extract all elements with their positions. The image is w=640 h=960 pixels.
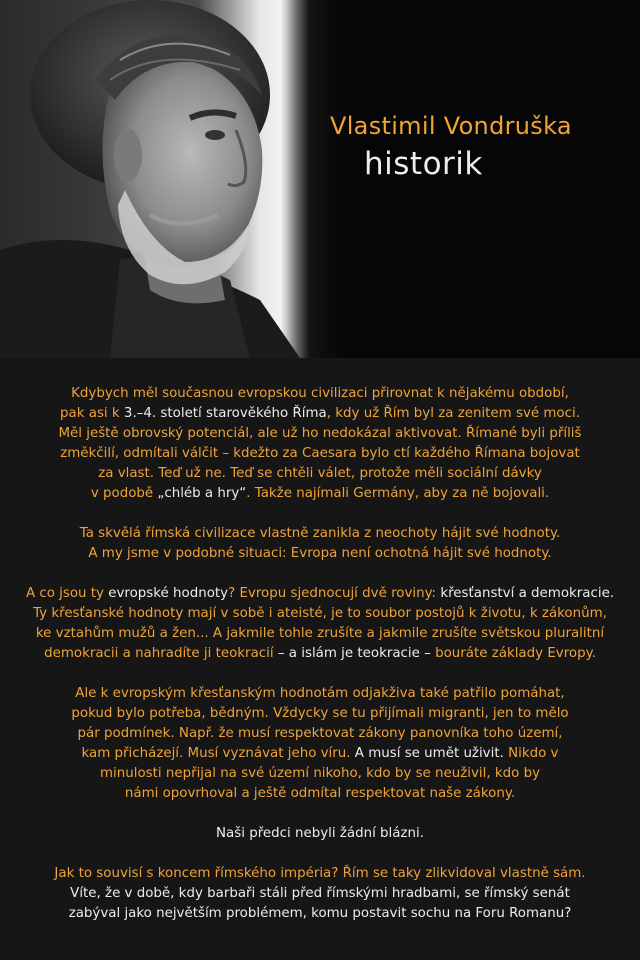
text-line (0, 744, 640, 764)
text-line (0, 484, 640, 504)
body-text: pár podmínek. Např. že musí respektovat zákony panovníka toho území, (77, 726, 563, 741)
body-text: změkčilí, odmítali válčit – kdežto za Caesara bylo ctí každého Římana bojovat (60, 446, 580, 461)
text-line (0, 604, 640, 624)
body-text: námi opovrhoval a ještě odmítal respektovat naše zákony. (124, 786, 516, 801)
paragraph (0, 684, 640, 804)
body-text: pokud bylo potřeba, bědným. Vždycky se tu přijímali migranti, jen to mělo (71, 706, 569, 721)
body-text: minulosti nepřijal na své území nikoho, kdo by se neuživil, kdo by (99, 766, 541, 781)
body-text: Ale k evropským křesťanským hodnotám odjakživa také patřilo pomáhat, (75, 686, 565, 701)
body-text: A my jsme v podobné situaci: Evropa není ochotná hájit své hodnoty. (88, 546, 552, 561)
body-text: Nikdo v (503, 746, 559, 761)
body-text: Ty křesťanské hodnoty mají v sobě i ateisté, je to soubor postojů k životu, k zákonům, (33, 606, 607, 621)
person-name: Vlastimil Vondruška (330, 112, 572, 140)
text-line (0, 704, 640, 724)
text-line (0, 584, 640, 604)
body-text: ke vztahům mužů a žen... A jakmile tohle zrušíte a jakmile zrušíte světskou pluralitní (35, 626, 605, 641)
body-text: za vlast. Teď už ne. Teď se chtěli válet, protože měli sociální dávky (98, 466, 542, 481)
text-line (0, 684, 640, 704)
text-line (0, 864, 640, 884)
text-line (0, 384, 640, 404)
text-line (0, 404, 640, 424)
paragraph (0, 824, 640, 844)
paragraph (0, 584, 640, 664)
text-line (0, 784, 640, 804)
body-text: demokracii a nahradíte ji teokracií (44, 646, 278, 661)
text-line (0, 904, 640, 924)
text-line (0, 624, 640, 644)
body-text: Kdybych měl současnou evropskou civilizaci přirovnat k nějakému období, (71, 386, 569, 401)
highlight-text: „chléb a hry“ (157, 486, 247, 501)
highlight-text: Víte, že v době, kdy barbaři stáli před římskými hradbami, se římský senát (70, 886, 570, 901)
body-text: kam přicházejí. Musí vyznávat jeho víru. (81, 746, 355, 761)
quote-text-panel (0, 358, 640, 960)
body-text: . Takže najímali Germány, aby za ně bojovali. (246, 486, 550, 501)
text-line (0, 424, 640, 444)
portrait-photo (0, 0, 360, 358)
body-text: Měl ještě obrovský potenciál, ale už ho nedokázal aktivovat. Římané byli příliš (58, 426, 582, 441)
text-line (0, 724, 640, 744)
text-line (0, 444, 640, 464)
highlight-text: zabýval jako největším problémem, komu postavit sochu na Foru Romanu? (68, 906, 572, 921)
text-line (0, 544, 640, 564)
text-line (0, 464, 640, 484)
paragraph (0, 864, 640, 924)
text-line (0, 824, 640, 844)
person-role: historik (364, 146, 483, 182)
text-line (0, 764, 640, 784)
paragraph (0, 524, 640, 564)
body-text: pak asi k (60, 406, 124, 421)
text-line (0, 644, 640, 664)
highlight-text: evropské hodnoty (108, 586, 229, 601)
text-line (0, 884, 640, 904)
highlight-text: Naši předci nebyli žádní blázni. (216, 826, 424, 841)
body-text: v podobě (90, 486, 158, 501)
text-line (0, 524, 640, 544)
header-banner (0, 0, 640, 358)
highlight-text: A musí se umět uživit. (354, 746, 504, 761)
highlight-text: křesťanství a demokracie. (440, 586, 615, 601)
body-text: A co jsou ty (25, 586, 109, 601)
paragraph (0, 358, 640, 504)
body-text: , kdy už Řím byl za zenitem své moci. (326, 406, 580, 421)
body-text: ? Evropu sjednocují dvě roviny: (228, 586, 441, 601)
body-text: Ta skvělá římská civilizace vlastně zanikla z neochoty hájit své hodnoty. (79, 526, 561, 541)
highlight-text: – a islám je teokracie – (277, 646, 431, 661)
highlight-text: 3.–4. století starověkého Říma (123, 406, 327, 421)
body-text: bouráte základy Evropy. (430, 646, 596, 661)
body-text: Jak to souvisí s koncem římského impéria? Řím se taky zlikvidoval vlastně sám. (54, 866, 586, 881)
